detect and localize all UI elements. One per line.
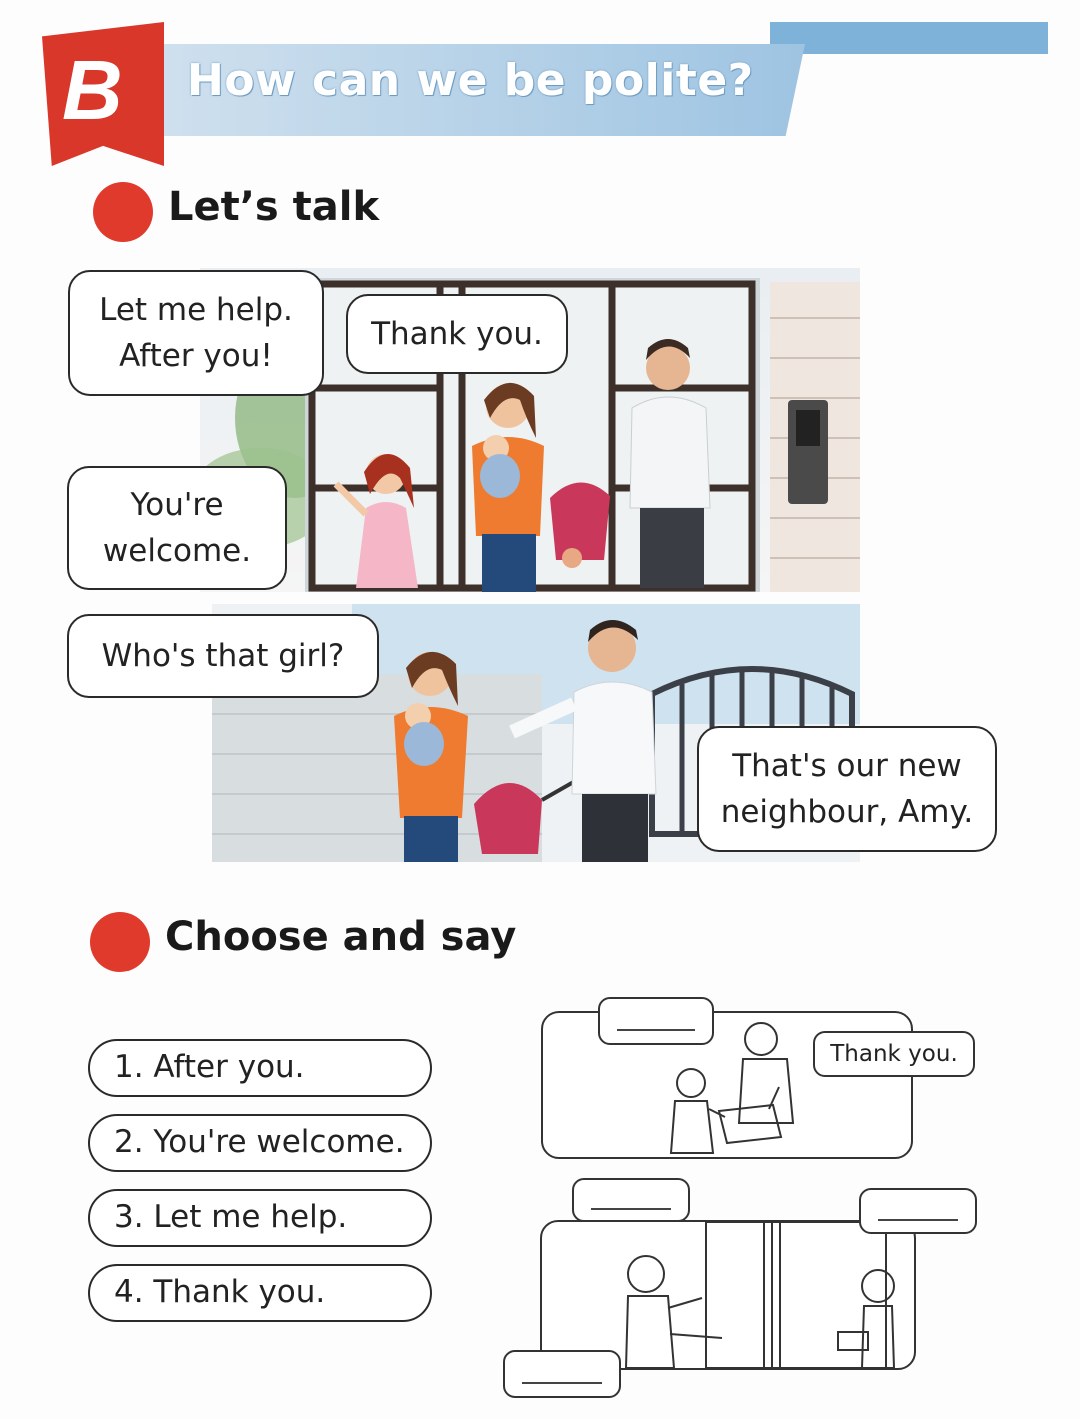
blank-line [522, 1382, 602, 1384]
speech-bubble-whos-that-girl [67, 614, 379, 698]
boy-and-girl-door-line-drawing [542, 1222, 914, 1368]
speech-bubble-new-neighbour [697, 726, 997, 852]
option-after-you[interactable]: 1. After you. [88, 1039, 432, 1097]
option-thank-you[interactable]: 4. Thank you. [88, 1264, 432, 1322]
lets-talk-heading: Let’s talk [168, 184, 380, 230]
answer-bubble-2b[interactable] [859, 1188, 977, 1234]
blank-line [617, 1029, 695, 1031]
answer-bubble-2a[interactable] [572, 1178, 690, 1222]
answer-bubble-2c[interactable] [503, 1350, 621, 1398]
option-let-me-help[interactable]: 3. Let me help. [88, 1189, 432, 1247]
blank-line [591, 1208, 671, 1210]
section-badge-letter: B [62, 43, 123, 137]
choose-and-say-bullet-icon [90, 912, 150, 972]
lets-talk-bullet-icon [93, 182, 153, 242]
speech-text-new-neighbour: That's our new neighbour, Amy. [720, 748, 974, 830]
speech-bubble-let-me-help [68, 270, 324, 396]
option-youre-welcome[interactable]: 2. You're welcome. [88, 1114, 432, 1172]
choose-and-say-heading: Choose and say [165, 914, 517, 960]
speech-bubble-thank-you [346, 294, 568, 374]
picture-box-2 [540, 1220, 916, 1370]
speech-text-thank-you: Thank you. [371, 316, 543, 352]
blank-line [878, 1219, 958, 1221]
answer-bubble-1a[interactable] [598, 997, 714, 1045]
page-title: How can we be polite? [187, 55, 754, 106]
speech-bubble-youre-welcome [67, 466, 287, 590]
speech-text-let-me-help: Let me help. After you! [99, 292, 293, 374]
banner-back-strip [770, 22, 1048, 54]
given-bubble-thank-you [813, 1031, 975, 1077]
speech-text-youre-welcome: You're welcome. [102, 487, 252, 569]
speech-text-whos-that-girl: Who's that girl? [101, 638, 345, 674]
given-bubble-text: Thank you. [830, 1041, 958, 1067]
